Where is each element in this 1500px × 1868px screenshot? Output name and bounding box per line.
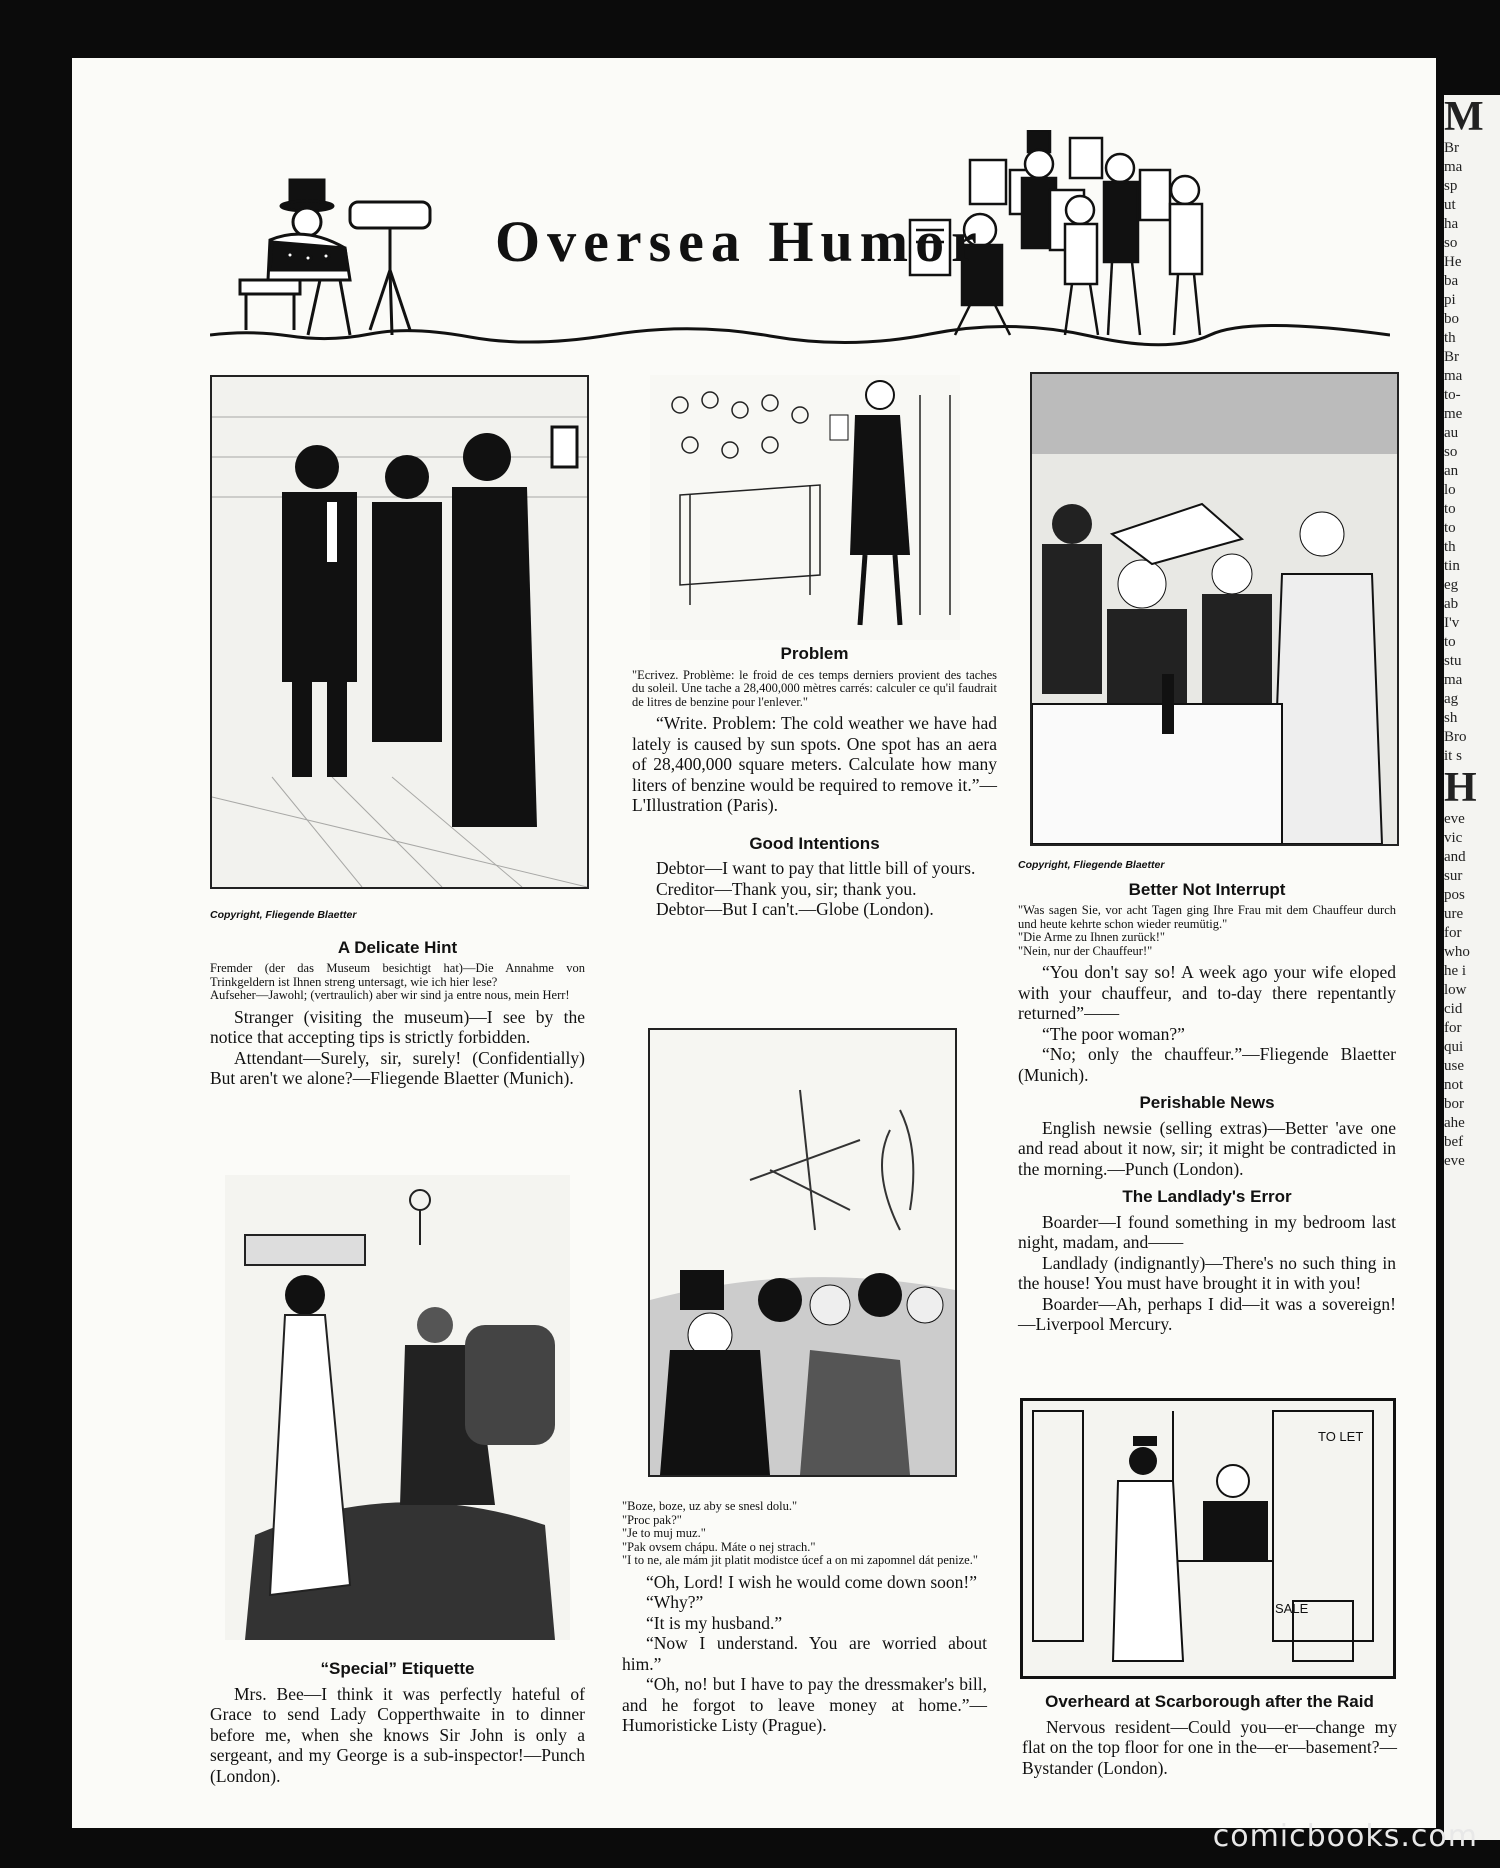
facing-page-fragment: to- (1444, 387, 1461, 403)
story-paragraph: Nervous resident—Could you—er—change my flat on the top floor for one in the—er—basement?—Bystander (London). (1022, 1716, 1397, 1778)
story-paragraph: “No; only the chauffeur.”—Fliegende Blaetter (Munich). (1018, 1044, 1396, 1085)
original-line: "Die Arme zu Ihnen zurück!" (1018, 930, 1165, 944)
facing-page-fragment: ahe (1444, 1115, 1465, 1131)
facing-page-edge (1444, 95, 1500, 1840)
original-line: "Proc pak?" (622, 1512, 682, 1527)
story-paragraph: “Write. Problem: The cold weather we have had lately is caused by sun spots. One spot has an aera of 28,400,000 square meters. Calculate how many liters of benzine would be required to remove it.”—L'Illustration (Paris). (632, 713, 997, 815)
facing-page-fragment: use (1444, 1058, 1464, 1074)
facing-page-fragment: cid (1444, 1001, 1463, 1017)
original-text (1018, 904, 1396, 958)
facing-page-fragment: for (1444, 1020, 1462, 1036)
sale-sign: SALE (1275, 1601, 1309, 1616)
facing-page-fragment: sh (1444, 710, 1458, 726)
story-paragraph: “You don't say so! A week ago your wife eloped with your chauffeur, and to-day there repentantly returned”—— (1018, 962, 1396, 1023)
facing-page-fragment: and (1444, 849, 1466, 865)
facing-page-fragment: ma (1444, 672, 1463, 688)
story-title: A Delicate Hint (337, 937, 458, 957)
facing-page-fragment: eve (1444, 811, 1465, 827)
illustration-better-not-interrupt (1030, 372, 1399, 846)
column-1-text (210, 905, 585, 1089)
story-paragraph: Boarder—I found something in my bedroom last night, madam, and—— (1018, 1211, 1396, 1252)
original-line: "Boze, boze, uz aby se snesl dolu." (622, 1499, 798, 1513)
story-paragraph: “It is my husband.” (646, 1612, 783, 1633)
page-title: Oversea Humor (495, 209, 984, 274)
facing-page-fragment: th (1444, 539, 1456, 555)
facing-page-fragment: Bro (1444, 729, 1467, 745)
facing-page-fragment: qui (1444, 1039, 1464, 1055)
facing-page-fragment: to (1444, 634, 1456, 650)
story-paragraph: English newsie (selling extras)—Better 'ave one and read about it now, sir; it might be contradicted in the morning.—Punch (London). (1018, 1117, 1396, 1179)
column-2-text (632, 640, 997, 920)
facing-page-fragment: pi (1444, 292, 1456, 308)
story-paragraph: Mrs. Bee—I think it was perfectly hateful of Grace to send Lady Copperthwaite in to dinner before me, when she knows Sir John is only a sergeant, and my George is a sub-inspector!—Punch (London). (210, 1683, 585, 1786)
facing-page-fragment: sur (1444, 868, 1463, 884)
facing-page-fragment: M (1444, 95, 1484, 140)
original-line: Aufseher—Jawohl; (vertraulich) aber wir sind ja entre nous, mein Herr! (210, 988, 570, 1002)
story-title: Problem (780, 644, 849, 663)
facing-page-fragment: lo (1444, 482, 1456, 498)
facing-page-fragment: ba (1444, 273, 1459, 289)
story-paragraph: “Now I understand. You are worried about him.” (622, 1633, 987, 1674)
facing-page-fragment: H (1444, 765, 1477, 811)
facing-page-fragment: not (1444, 1077, 1464, 1093)
story-paragraph: “Oh, Lord! I wish he would come down soon!” (646, 1571, 977, 1592)
story-paragraph: “Oh, no! but I have to pay the dressmaker's bill, and he forgot to leave money at home.”—Humoristicke Listy (Prague). (622, 1674, 987, 1735)
facing-page-fragment: Br (1444, 140, 1459, 156)
story-paragraph: “Why?” (646, 1592, 704, 1612)
facing-page-fragment: pos (1444, 887, 1465, 903)
story-paragraph: Attendant—Surely, sir, surely! (Confidentially) But aren't we alone?—Fliegende Blaetter (Munich). (210, 1047, 585, 1088)
column-3-text (1018, 855, 1396, 1335)
facing-page-fragment: He (1444, 254, 1462, 270)
facing-page-fragment: it s (1444, 748, 1462, 764)
story-title: Better Not Interrupt (1128, 879, 1286, 899)
story-title: Good Intentions (749, 833, 880, 853)
facing-page-fragment: for (1444, 925, 1462, 941)
original-line: "Was sagen Sie, vor acht Tagen ging Ihre Frau mit dem Chauffeur durch und heute kehrte schon wieder reumütig." (1018, 903, 1396, 931)
facing-page-fragment: me (1444, 406, 1463, 422)
illustration-problem (650, 375, 960, 640)
facing-page-fragment: who (1444, 944, 1470, 960)
facing-page-fragment: au (1444, 425, 1459, 441)
illustration-husband-aviator (648, 1028, 957, 1477)
facing-page-fragment: th (1444, 330, 1456, 346)
facing-page-fragment: ag (1444, 691, 1459, 707)
story-title: “Special” Etiquette (320, 1659, 475, 1678)
story-title: Perishable News (1139, 1093, 1275, 1112)
column-1-bottom-text (210, 1655, 585, 1786)
illustration-special-etiquette (225, 1175, 570, 1640)
facing-page-fragment: an (1444, 463, 1459, 479)
image-credit: Copyright, Fliegende Blaetter (1018, 859, 1165, 871)
original-line: "Je to muj muz." (622, 1526, 706, 1540)
facing-page-fragment: stu (1444, 653, 1462, 669)
column-2-bottom-text (622, 1500, 987, 1736)
image-credit: Copyright, Fliegende Blaetter (210, 909, 357, 921)
facing-page-fragment: to (1444, 520, 1456, 536)
story-paragraph: Stranger (visiting the museum)—I see by the notice that accepting tips is strictly forbidden. (210, 1006, 585, 1047)
facing-page-fragment: to (1444, 501, 1456, 517)
facing-page-fragment: vic (1444, 830, 1463, 846)
facing-page-fragment: low (1444, 982, 1467, 998)
story-paragraph: Landlady (indignantly)—There's no such thing in the house! You must have brought it in with you! (1018, 1252, 1396, 1293)
facing-page-fragment: so (1444, 235, 1458, 251)
facing-page-fragment: Br (1444, 349, 1459, 365)
facing-page-fragment: ma (1444, 368, 1463, 384)
to-let-sign: TO LET (1318, 1429, 1364, 1444)
facing-page-fragment: eve (1444, 1153, 1465, 1169)
column-3-bottom-text (1022, 1688, 1397, 1778)
original-line: "Pak ovsem chápu. Máte o nej strach." (622, 1539, 816, 1554)
story-paragraph: “The poor woman?” (1042, 1023, 1185, 1044)
facing-page-fragment: ha (1444, 216, 1459, 232)
facing-page-fragment: bef (1444, 1134, 1464, 1150)
original-text (210, 962, 585, 1003)
original-text: "Ecrivez. Problème: le froid de ces temps derniers provient des taches du soleil. Une tache a 28,400,000 mètres carrés: calculer ce qu'il faudrait de litres de benzine pour l'enlever." (632, 667, 997, 709)
watermark: comicbooks.com (1212, 1819, 1478, 1854)
illustration-scarborough (1020, 1398, 1396, 1679)
facing-page-fragment: sp (1444, 178, 1458, 194)
facing-page-fragment: eg (1444, 577, 1459, 593)
story-paragraph: Debtor—But I can't.—Globe (London). (656, 899, 934, 919)
facing-page-fragment: so (1444, 444, 1458, 460)
illustration-delicate-hint (210, 375, 589, 889)
facing-page-fragment: I'v (1444, 615, 1460, 631)
facing-page-fragment: ma (1444, 159, 1463, 175)
story-title: The Landlady's Error (1122, 1187, 1292, 1206)
facing-page-fragment: bor (1444, 1096, 1464, 1112)
story-paragraph: Creditor—Thank you, sir; thank you. (656, 878, 917, 899)
story-title: Overheard at Scarborough after the Raid (1045, 1692, 1374, 1711)
facing-page-fragment: ab (1444, 596, 1459, 612)
facing-page-text (1444, 95, 1500, 1171)
original-line: Fremder (der das Museum besichtigt hat)—Die Annahme von Trinkgeldern ist Ihnen streng untersagt, wie ich hier lese? (210, 961, 585, 989)
facing-page-fragment: tin (1444, 558, 1460, 574)
original-line: "Nein, nur der Chauffeur!" (1018, 943, 1153, 958)
original-text (622, 1500, 987, 1568)
facing-page-fragment: ut (1444, 197, 1456, 213)
facing-page-fragment: ure (1444, 906, 1464, 922)
facing-page-fragment: he i (1444, 963, 1467, 979)
original-line: "I to ne, ale mám jit platit modistce úcef a on mi zapomnel dát penize." (622, 1553, 978, 1567)
story-paragraph: Debtor—I want to pay that little bill of yours. (656, 858, 976, 878)
facing-page-fragment: bo (1444, 311, 1459, 327)
story-paragraph: Boarder—Ah, perhaps I did—it was a sovereign!—Liverpool Mercury. (1018, 1293, 1396, 1334)
